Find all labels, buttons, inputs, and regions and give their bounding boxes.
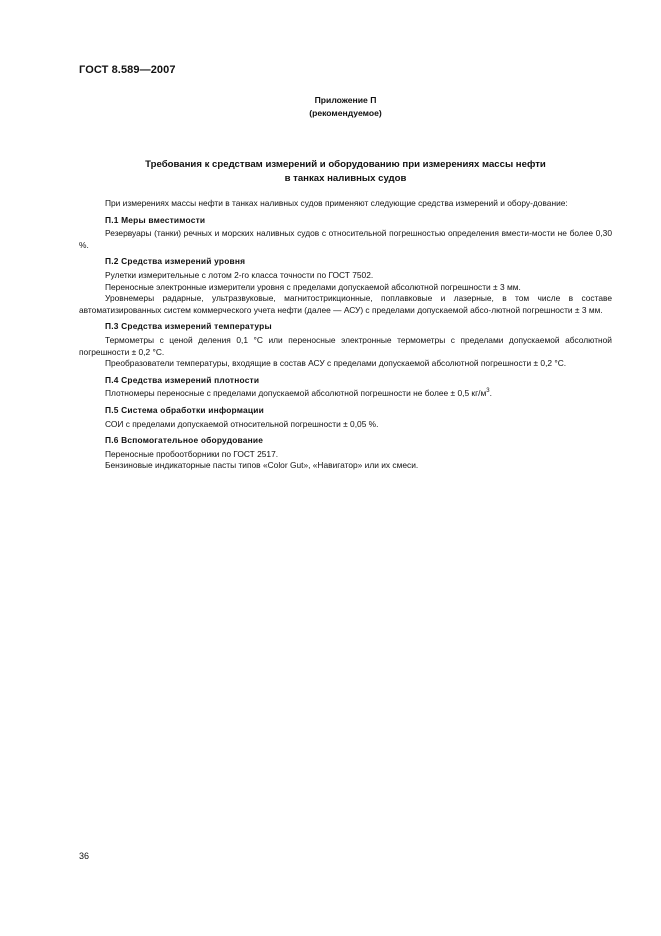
section-text-p6-1: Переносные пробоотборники по ГОСТ 2517. [105,448,279,459]
document-body [79,198,612,472]
section-text-p5: СОИ с пределами допускаемой относительной погрешности ± 0,05 %. [105,418,379,429]
section-heading-p5: П.5 Система обработки информации [105,404,264,415]
section-text-p1: Резервуары (танки) речных и морских наливных судов с относительной погрешностью определения вмести-мости не более 0,30 %. [79,228,612,250]
p4-text: Плотномеры переносные с пределами допускаемой абсолютной погрешности не более ± 0,5 кг/м [105,388,487,399]
section-text-p3-1: Термометры с ценой деления 0,1 °С или переносные электронные термометры с пределами допускаемой абсолютной погрешности ± 0,2 °С. [79,334,612,357]
section-heading-p4: П.4 Средства измерений плотности [105,374,260,385]
section-text-p3-2: Преобразователи температуры, входящие в состав АСУ с пределами допускаемой абсолютной погрешности ± 0,2 °С. [105,358,567,369]
appendix-label: Приложение П [314,95,377,105]
intro-paragraph: При измерениях массы нефти в танках наливных судов применяют следующие средства измерений и обору-дование: [105,198,568,208]
document-header: ГОСТ 8.589—2007 [79,64,176,76]
appendix-title [79,158,612,185]
p4-text-end: . [489,388,492,399]
page-number: 36 [79,851,90,861]
section-text-p2-3: Уровнемеры радарные, ультразвуковые, магнитострикционные, поплавковые и лазерные, в том числе в составе автоматизированных систем коммерческого учета нефти (далее — АСУ) с пределами допускаемой абсо-лютной погрешности ± 3 мм. [79,293,612,315]
title-line-1: Требования к средствам измерений и оборудованию при измерениях массы нефти [145,159,546,170]
section-heading-p2: П.2 Средства измерений уровня [105,256,246,267]
section-text-p2-2: Переносные электронные измерители уровня с пределами допускаемой абсолютной погрешности ± 3 мм. [105,281,521,292]
section-text-p6-2: Бензиновые индикаторные пасты типов «Color Gut», «Навигатор» или их смеси. [105,460,419,471]
p4-superscript: 3 [486,388,490,395]
section-heading-p1: П.1 Меры вместимости [105,214,206,225]
appendix-status: (рекомендуемое) [309,108,382,118]
title-line-2: в танках наливных судов [284,172,407,184]
section-text-p2-1: Рулетки измерительные с лотом 2-го класса точности по ГОСТ 7502. [105,269,374,280]
section-text-p4 [89,388,612,400]
section-heading-p3: П.3 Средства измерений температуры [105,321,272,332]
section-heading-p6: П.6 Вспомогательное оборудование [105,435,264,446]
